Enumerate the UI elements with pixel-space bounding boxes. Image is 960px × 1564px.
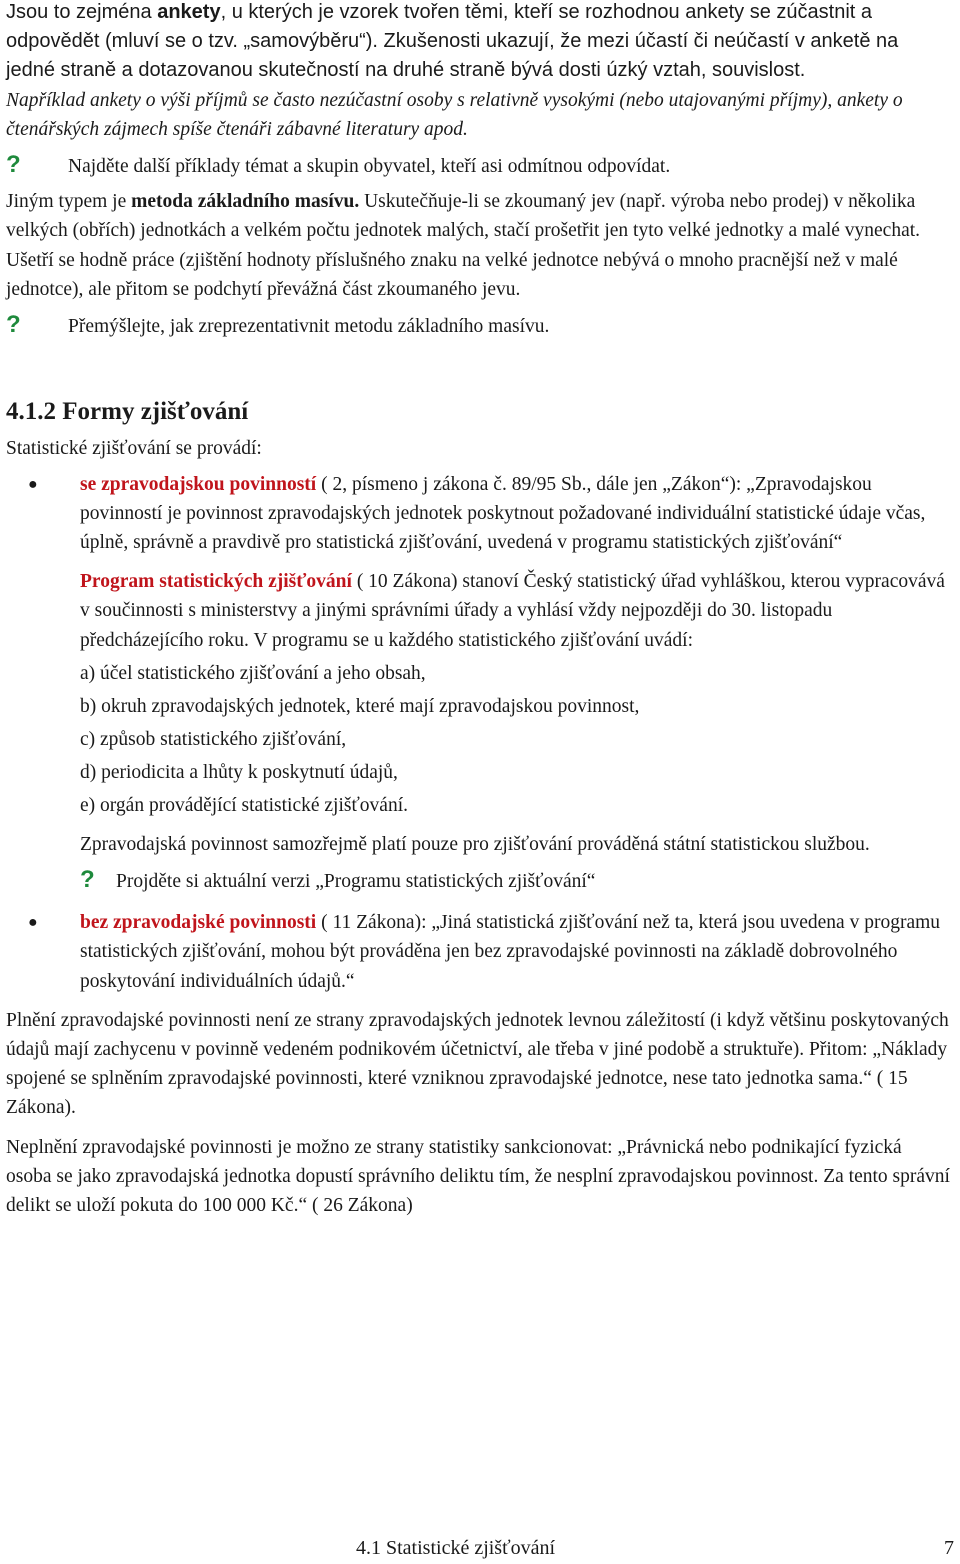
paragraph-example-italic: Například ankety o výši příjmů se často nezúčastní osoby s relativně vysokými (nebo utajovanými příjmy), ankety o čtenářských zájmech spíše čtenáři zábavné literatury apod. (6, 89, 903, 140)
list-item: b) okruh zpravodajských jednotek, které mají zpravodajskou povinnost, (80, 695, 640, 717)
program-list (80, 659, 950, 820)
note-paragraph: Zpravodajská povinnost samozřejmě platí pouze pro zjišťování prováděná státní statistickou službou. (80, 833, 870, 855)
question-program (80, 865, 950, 896)
footer-title: 4.1 Statistické zjišťování (356, 1537, 556, 1559)
intro-text: Statistické zjišťování se provádí: (6, 438, 262, 460)
bullet-item-with-obligation (6, 470, 950, 897)
list-item: d) periodicita a lhůty k poskytnutí údajů, (80, 761, 398, 783)
list-item: e) orgán provádějící statistické zjišťování. (80, 794, 408, 816)
question-mark-icon: ? (6, 151, 21, 179)
question-text: Přemýšlejte, jak zreprezentativnit metodu základního masívu. (68, 316, 550, 338)
bullet-item-without-obligation (6, 908, 950, 996)
question-text: Projděte si aktuální verzi „Programu statistických zjišťování“ (116, 871, 596, 893)
text: ( 11 Zákona): „Jiná statistická zjišťování než ta, která jsou uvedena v programu statistických zjišťování, mohou být prováděna jen bez zpravodajské povinnosti na základě dobrovolného poskytování individuálních údajů.“ (80, 912, 941, 992)
section-heading: 4.1.2 Formy zjišťování (6, 398, 249, 426)
question-text: Najděte další příklady témat a skupin obyvatel, kteří asi odmítnou odpovídat. (68, 156, 671, 178)
paragraph-ankety (6, 0, 950, 86)
question-reprezentativnost (6, 310, 950, 341)
text: , u kterých je vzorek tvořen těmi, kteří se rozhodnou ankety se zúčastnit a odpovědět (mluví se o tzv. „samovýběru“). Zkušenosti ukazují, že mezi účastí či neúčastí v anketě na jedné straně a dotazovanou skutečností na druhé straně bývá dosti úzký vztah, souvislost. (6, 1, 899, 82)
paragraph-zakladni-masiv (6, 187, 950, 304)
bold-term-ankety: ankety (157, 1, 221, 23)
bullet-paragraph (80, 470, 950, 558)
text: Jiným typem je (6, 191, 132, 213)
red-term: se zpravodajskou povinností (80, 473, 317, 495)
paragraph-sanctions: Neplnění zpravodajské povinnosti je možno ze strany statistiky sankcionovat: „Právnická nebo podnikající fyzická osoba se jako zpravodajská jednotka dopustí správního deliktu tím, že nesplní zpravodajskou povinnost. Za tento správní delikt se uloží pokuta do 100 000 Kč.“ ( 26 Zákona) (6, 1136, 950, 1217)
text: Uskutečňuje-li se zkoumaný jev (např. výroba nebo prodej) v několika velkých (obřích) jednotkách a velkém počtu jednotek malých, stačí prošetřit jen tyto velké jednotky a malé vynechat. Ušetří se hodně práce (zjištění hodnoty příslušného znaku na velké jednotce nebývá o mnoho pracnější než v malé jednotce), ale přitom se podchytí převážná část zkoumaného jevu. (6, 191, 921, 300)
page-footer (0, 1532, 960, 1564)
question-find-examples (6, 150, 950, 181)
list-item: c) způsob statistického zjišťování, (80, 728, 347, 750)
bullet-paragraph (80, 908, 950, 996)
text: ( 10 Zákona) stanoví Český statistický úřad vyhláškou, kterou vypracovává v součinnosti s ministerstvy a jinými správními úřady a vyhlásí vždy nejpozději do 30. listopadu předcházejícího roku. V programu se u každého statistického zjišťování uvádí: (80, 571, 945, 651)
paragraph-costs: Plnění zpravodajské povinnosti není ze strany zpravodajských jednotek levnou záležitostí (i když většinu poskytovaných údajů mají zachycenu v povinně vedeném podnikovém účetnictví, ale třeba v jiné podobě a struktuře). Přitom: „Náklady spojené se splněním zpravodajské povinnosti, které vzniknou zpravodajské jednotce, nese tato jednotka sama.“ ( 15 Zákona). (6, 1009, 949, 1119)
question-mark-icon: ? (80, 866, 95, 894)
page-number: 7 (944, 1537, 954, 1559)
program-paragraph (80, 567, 950, 655)
list-item: a) účel statistického zjišťování a jeho obsah, (80, 662, 426, 684)
red-term: bez zpravodajské povinnosti (80, 912, 317, 934)
text: Jsou to zejména (6, 1, 158, 23)
text: ( 2, písmeno j zákona č. 89/95 Sb., dále jen „Zákon“): „Zpravodajskou povinností je povinnost zpravodajských jednotek poskytnout požadované individuální statistické údaje včas, úplně, správně a pravdivě pro statistická zjišťování, uvedená v programu statistických zjišťování“ (80, 473, 926, 554)
bullet-icon: ● (28, 914, 38, 932)
bullet-icon: ● (28, 475, 38, 493)
question-mark-icon: ? (6, 311, 21, 339)
document-page (6, 0, 950, 1220)
bold-term-metoda: metoda základního masívu. (131, 191, 360, 213)
red-term: Program statistických zjišťování (80, 571, 352, 593)
